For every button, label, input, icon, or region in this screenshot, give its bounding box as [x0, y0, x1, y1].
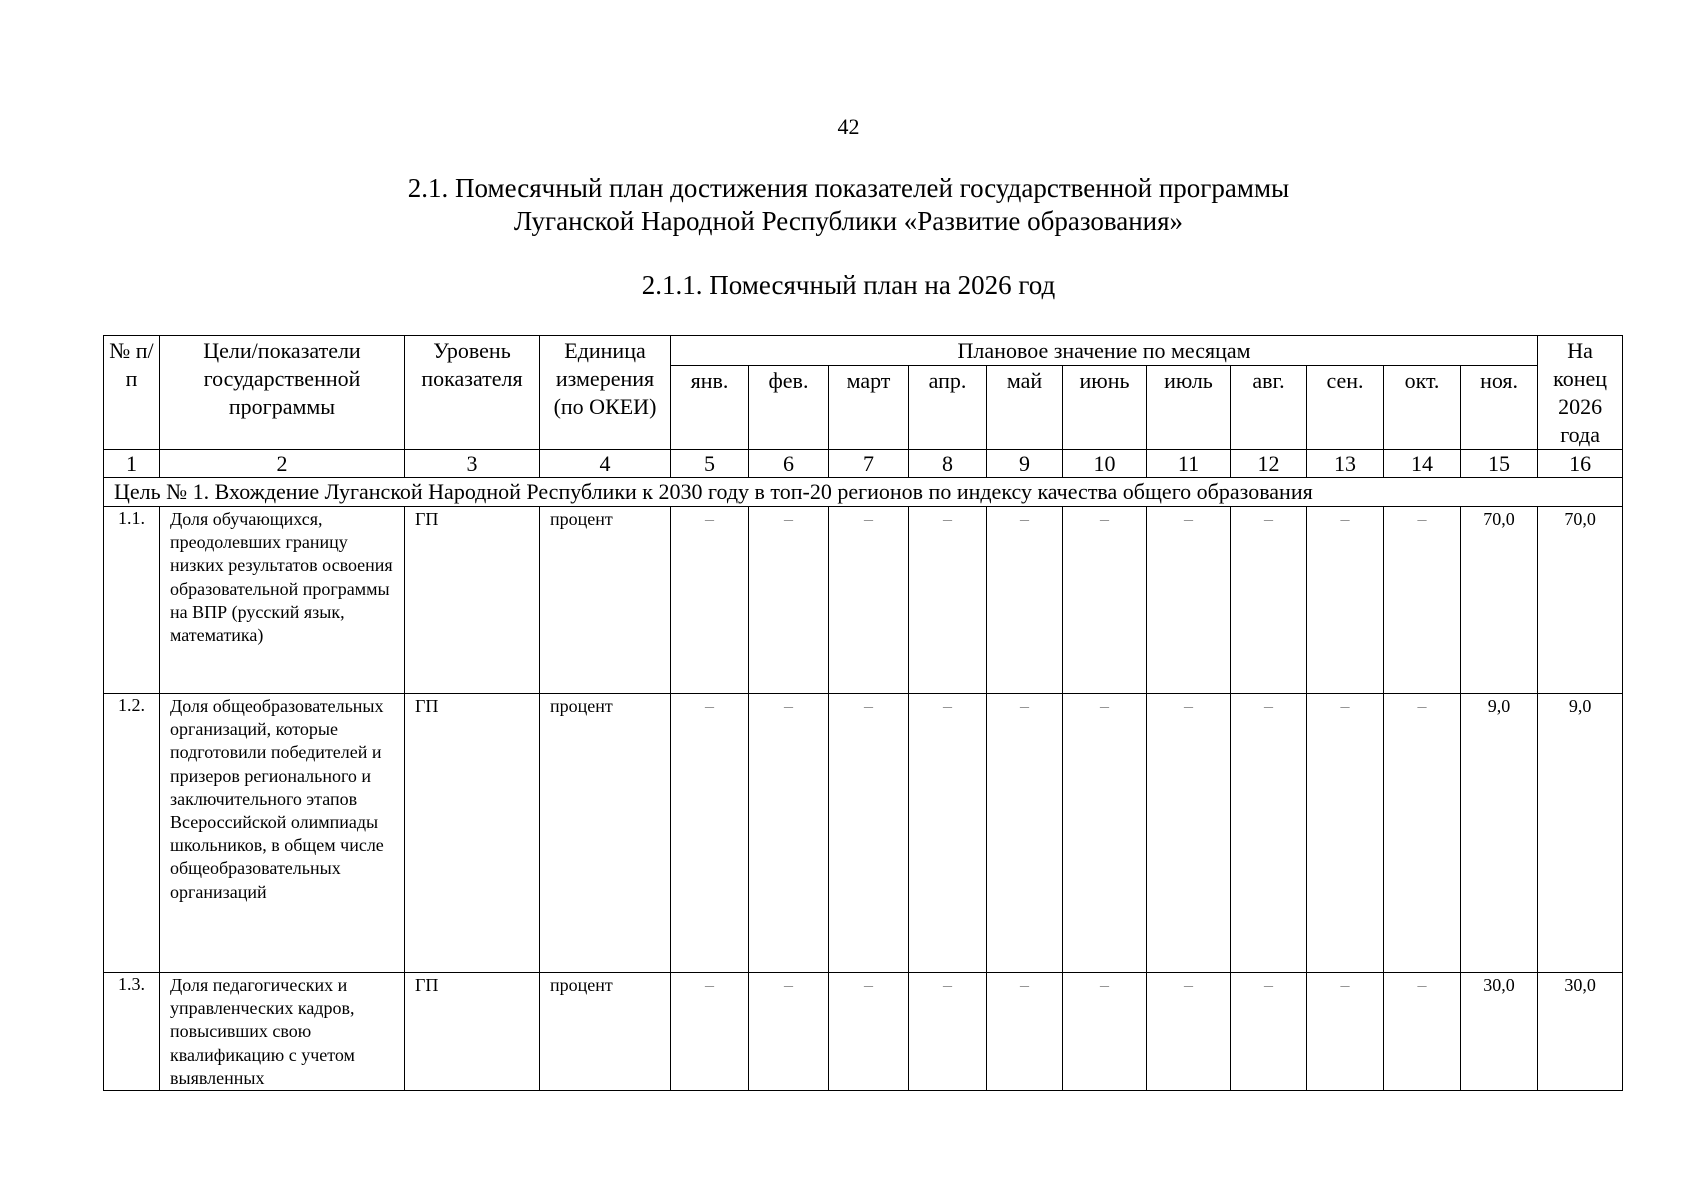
indicator-unit: процент — [540, 694, 671, 973]
column-number-cell: 10 — [1063, 450, 1147, 478]
month-value: – — [1231, 694, 1307, 973]
document-title — [0, 172, 1697, 238]
column-number-cell: 14 — [1384, 450, 1461, 478]
month-value: – — [749, 507, 829, 694]
page-number: 42 — [837, 114, 860, 139]
section-subtitle: 2.1.1. Помесячный план на 2026 год — [641, 270, 1056, 300]
column-number-cell: 7 — [829, 450, 909, 478]
header-month: авг. — [1231, 366, 1307, 450]
month-value: 30,0 — [1461, 973, 1538, 1091]
month-value: – — [1307, 694, 1384, 973]
header-month: окт. — [1384, 366, 1461, 450]
header-month: ноя. — [1461, 366, 1538, 450]
month-value: – — [671, 507, 749, 694]
header-month: сен. — [1307, 366, 1384, 450]
month-value: – — [909, 507, 987, 694]
month-value: – — [671, 973, 749, 1091]
month-value: – — [1231, 507, 1307, 694]
table-row — [104, 973, 1623, 1091]
row-number: 1.2. — [104, 694, 160, 973]
month-value: – — [1307, 507, 1384, 694]
month-value: – — [987, 507, 1063, 694]
column-number-cell: 16 — [1538, 450, 1623, 478]
final-value: 70,0 — [1538, 507, 1623, 694]
month-value: – — [1384, 507, 1461, 694]
final-value: 30,0 — [1538, 973, 1623, 1091]
goal-row — [104, 478, 1623, 507]
row-number: 1.1. — [104, 507, 160, 694]
indicator-level: ГП — [405, 507, 540, 694]
header-month: янв. — [671, 366, 749, 450]
month-value: – — [1147, 973, 1231, 1091]
month-value: – — [1384, 973, 1461, 1091]
column-number-cell: 15 — [1461, 450, 1538, 478]
indicator-name: Доля обучающихся, преодолевших границу низких результатов освоения образовательной программы на ВПР (русский язык, математика) — [160, 507, 405, 694]
column-number-cell: 1 — [104, 450, 160, 478]
monthly-plan-table — [103, 335, 1623, 1091]
indicator-level: ГП — [405, 973, 540, 1091]
indicator-unit: процент — [540, 507, 671, 694]
month-value: – — [1063, 507, 1147, 694]
header-indicator: Цели/показатели государственной программы — [160, 336, 405, 450]
month-value: 70,0 — [1461, 507, 1538, 694]
month-value: – — [909, 973, 987, 1091]
indicator-level: ГП — [405, 694, 540, 973]
column-number-cell: 6 — [749, 450, 829, 478]
month-value: – — [749, 694, 829, 973]
column-number-cell: 12 — [1231, 450, 1307, 478]
indicator-name: Доля общеобразовательных организаций, которые подготовили победителей и призеров регионального и заключительного этапов Всероссийской олимпиады школьников, в общем числе общеобразовательных организаций — [160, 694, 405, 973]
table-row — [104, 694, 1623, 973]
month-value: – — [1147, 694, 1231, 973]
table-row — [104, 507, 1623, 694]
month-value: – — [1231, 973, 1307, 1091]
header-monthly: Плановое значение по месяцам — [671, 336, 1538, 366]
header-num: № п/п — [104, 336, 160, 450]
month-value: – — [1307, 973, 1384, 1091]
header-month: март — [829, 366, 909, 450]
month-value: – — [1384, 694, 1461, 973]
column-number-cell: 3 — [405, 450, 540, 478]
indicator-name: Доля педагогических и управленческих кадров, повысивших свою квалификацию с учетом выявленных — [160, 973, 405, 1091]
header-unit: Единица измерения (по ОКЕИ) — [540, 336, 671, 450]
header-month: фев. — [749, 366, 829, 450]
month-value: – — [829, 694, 909, 973]
month-value: – — [1063, 694, 1147, 973]
month-value: – — [749, 973, 829, 1091]
month-value: – — [829, 507, 909, 694]
month-value: – — [671, 694, 749, 973]
month-value: – — [1147, 507, 1231, 694]
column-number-row — [104, 450, 1623, 478]
month-value: – — [829, 973, 909, 1091]
month-value: – — [909, 694, 987, 973]
column-number-cell: 2 — [160, 450, 405, 478]
column-number-cell: 4 — [540, 450, 671, 478]
month-value: – — [987, 973, 1063, 1091]
column-number-cell: 13 — [1307, 450, 1384, 478]
table-body — [104, 450, 1623, 1091]
header-level: Уровень показателя — [405, 336, 540, 450]
header-month: июнь — [1063, 366, 1147, 450]
final-value: 9,0 — [1538, 694, 1623, 973]
title-line-2: Луганской Народной Республики «Развитие образования» — [513, 206, 1184, 236]
column-number-cell: 9 — [987, 450, 1063, 478]
goal-text: Цель № 1. Вхождение Луганской Народной Республики к 2030 году в топ-20 регионов по индексу качества общего образования — [104, 478, 1623, 507]
column-number-cell: 5 — [671, 450, 749, 478]
row-number: 1.3. — [104, 973, 160, 1091]
column-number-cell: 11 — [1147, 450, 1231, 478]
title-line-1: 2.1. Помесячный план достижения показателей государственной программы — [407, 173, 1290, 203]
header-month: июль — [1147, 366, 1231, 450]
header-final: На конец 2026 года — [1538, 336, 1623, 450]
header-month: май — [987, 366, 1063, 450]
column-number-cell: 8 — [909, 450, 987, 478]
indicator-unit: процент — [540, 973, 671, 1091]
month-value: 9,0 — [1461, 694, 1538, 973]
month-value: – — [987, 694, 1063, 973]
header-month: апр. — [909, 366, 987, 450]
month-value: – — [1063, 973, 1147, 1091]
